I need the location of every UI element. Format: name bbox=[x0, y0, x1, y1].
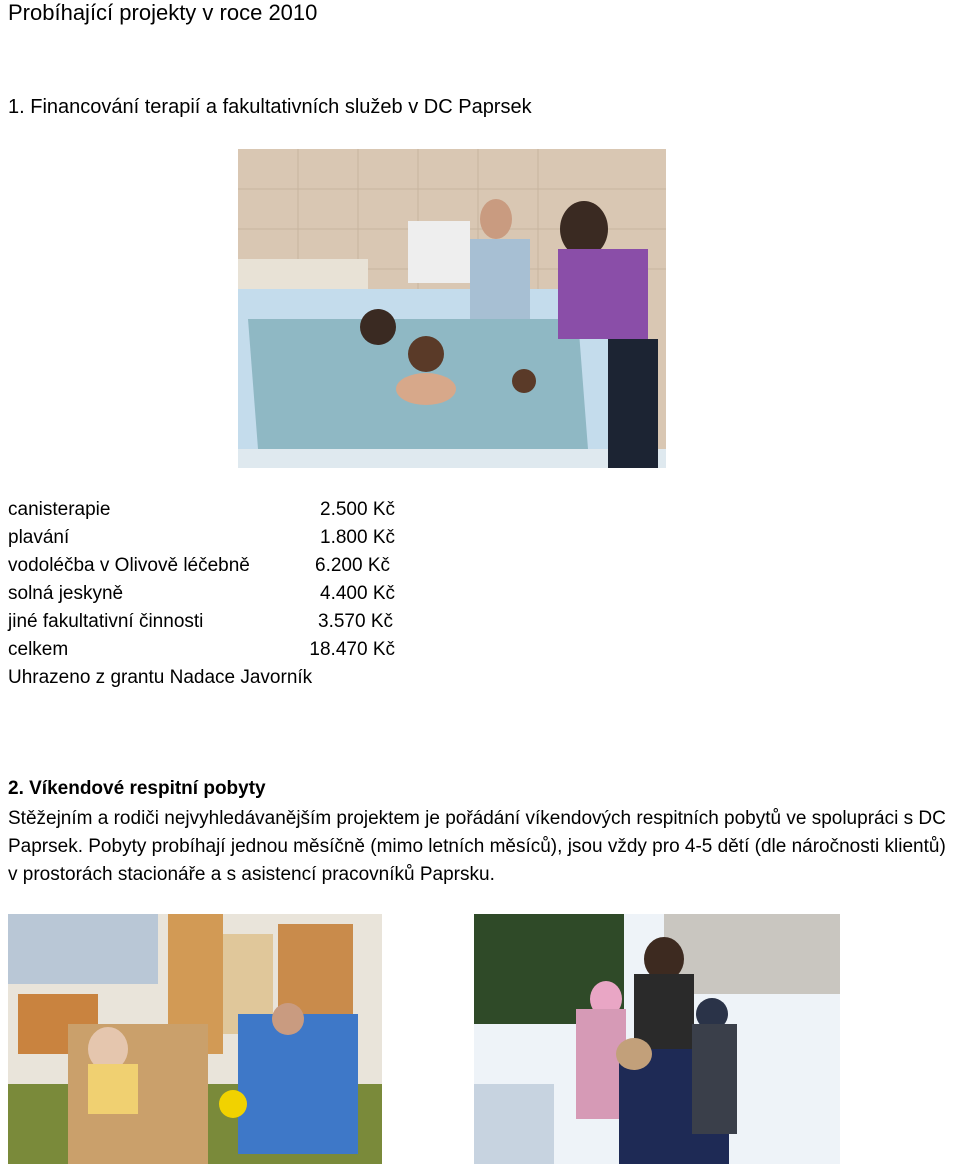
cost-value: 3.570 Kč bbox=[318, 611, 393, 632]
section2-paragraph: Stěžejním a rodiči nejvyhledávanějším projektem je pořádání víkendových respitních pobytů ve spolupráci s DC Paprsek. Pobyty probíhají jednou měsíčně (mimo letních měsíců), jsou vždy pro 4-5 dětí (dle náročnosti klientů) v prostorách stacionáře a s asistencí pracovníků Paprsku. bbox=[8, 808, 946, 885]
daycare-room-photo bbox=[8, 914, 382, 1164]
funding-note: Uhrazeno z grantu Nadace Javorník bbox=[8, 667, 313, 688]
pool-therapy-photo bbox=[238, 149, 666, 468]
cost-total-label: celkem bbox=[8, 639, 69, 660]
section2-heading: 2. Víkendové respitní pobyty bbox=[8, 778, 266, 799]
winter-walk-photo bbox=[474, 914, 840, 1164]
page-title: Probíhající projekty v roce 2010 bbox=[8, 0, 318, 25]
cost-value: 6.200 Kč bbox=[315, 555, 390, 576]
cost-total-value: 18.470 Kč bbox=[309, 639, 395, 660]
section1-heading: 1. Financování terapií a fakultativních služeb v DC Paprsek bbox=[8, 96, 532, 118]
cost-value: 1.800 Kč bbox=[320, 527, 395, 548]
cost-label: canisterapie bbox=[8, 499, 111, 520]
cost-label: vodoléčba v Olivově léčebně bbox=[8, 555, 250, 576]
cost-label: solná jeskyně bbox=[8, 583, 124, 604]
cost-label: plavání bbox=[8, 527, 70, 548]
cost-value: 2.500 Kč bbox=[320, 499, 395, 520]
cost-value: 4.400 Kč bbox=[320, 583, 395, 604]
cost-label: jiné fakultativní činnosti bbox=[8, 611, 204, 632]
